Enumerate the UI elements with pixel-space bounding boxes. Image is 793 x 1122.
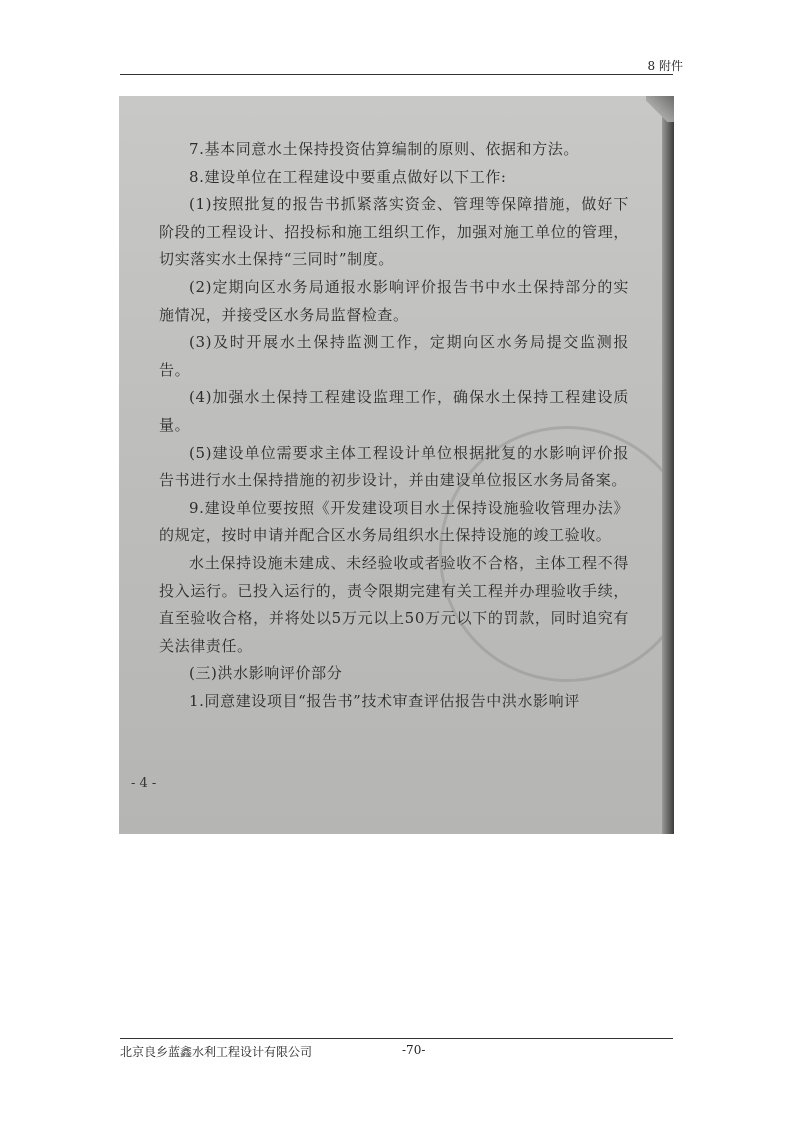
photo-page-number: - 4 -: [131, 776, 157, 791]
footer-company-name: 北京良乡蓝鑫水利工程设计有限公司: [120, 1045, 313, 1059]
header-section-label: 8 附件: [647, 59, 683, 73]
scanned-document-photo: [119, 96, 674, 834]
photo-shadow-edge: [662, 96, 674, 834]
photo-folded-corner: [646, 96, 674, 122]
paragraph: 1.同意建设项目“报告书”技术审查评估报告中洪水影响评: [189, 691, 580, 710]
paragraph: (4)加强水土保持工程建设监理工作，确保水土保持工程建设质量。: [159, 388, 629, 434]
footer-page-number: -70-: [402, 1043, 426, 1057]
footer-divider: [120, 1038, 673, 1039]
paragraph: 7.基本同意水土保持投资估算编制的原则、依据和方法。: [189, 140, 579, 158]
section-heading: (三)洪水影响评价部分: [189, 664, 343, 683]
paragraph: 水土保持设施未建成、未经验收或者验收不合格，主体工程不得投入运行。已投入运行的，责令限期完建有关工程并办理验收手续，直至验收合格，并将处以5万元以上50万元以下的罚款，同时追究有关法律责任。: [159, 553, 629, 655]
paragraph: 8.建设单位在工程建设中要重点做好以下工作:: [189, 167, 507, 186]
paragraph: (5)建设单位需要求主体工程设计单位根据批复的水影响评价报告书进行水土保持措施的初步设计，并由建设单位报区水务局备案。: [159, 443, 629, 490]
paragraph: (1)按照批复的报告书抓紧落实资金、管理等保障措施，做好下阶段的工程设计、招投标和施工组织工作，加强对施工单位的管理，切实落实水土保持“三同时”制度。: [159, 195, 629, 269]
paragraph: (2)定期向区水务局通报水影响评价报告书中水土保持部分的实施情况，并接受区水务局监督检查。: [159, 277, 629, 324]
document-body: [159, 136, 629, 715]
header-divider: [120, 74, 673, 75]
paragraph: 9.建设单位要按照《开发建设项目水土保持设施验收管理办法》的规定，按时申请并配合区水务局组织水土保持设施的竣工验收。: [159, 498, 629, 545]
paragraph: (3)及时开展水土保持监测工作，定期向区水务局提交监测报告。: [159, 333, 629, 379]
